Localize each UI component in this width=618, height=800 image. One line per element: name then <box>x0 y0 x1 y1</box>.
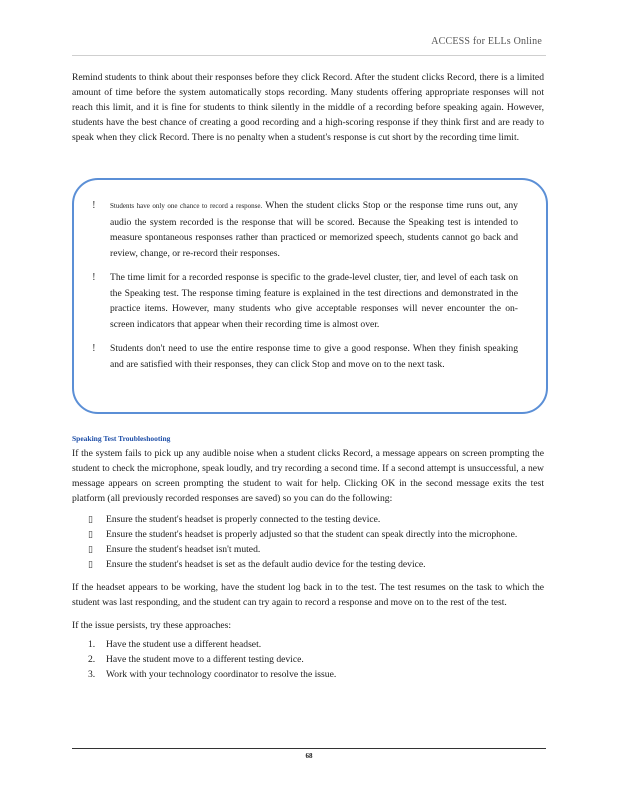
checklist-item <box>72 542 544 557</box>
callout-item-body: Students don't need to use the entire response time to give a good response. When they finish speaking and are satisfied with their responses, they can click Stop and move on to the next task. <box>110 343 518 370</box>
intro-paragraph: Remind students to think about their responses before they click Record. After the student clicks Record, there is a limited amount of time before the system automatically stops recording. Many students offering appropriate responses will not reach this limit, and it is fine for students to think silently in the middle of a recording before speaking again. However, students have the best chance of creating a good recording and a high-scoring response if they think first and are ready to speak when they click Record. There is no penalty when a student's response is cut short by the recording time limit. <box>72 72 544 143</box>
header-divider <box>72 55 546 56</box>
step-text: Work with your technology coordinator to resolve the issue. <box>106 669 337 680</box>
step-item <box>72 637 544 652</box>
step-item <box>72 652 544 667</box>
checklist-item <box>72 512 544 527</box>
callout-item <box>92 198 518 261</box>
exclamation-icon: ! <box>92 271 96 283</box>
checkbox-icon: ▯ <box>88 529 93 539</box>
exclamation-icon: ! <box>92 199 96 211</box>
callout-item <box>92 270 518 332</box>
persists-paragraph: If the issue persists, try these approaches: <box>72 620 232 631</box>
troubleshooting-paragraph: If the system fails to pick up any audible noise when a student clicks Record, a message appears on screen prompting the student to check the microphone, speak loudly, and try recording a second time. If a second attempt is unsuccessful, a new message appears on screen prompting the student to wait for help. Clicking OK in the second message exits the test platform (all previously recorded responses are saved) so you can do the following: <box>72 448 544 504</box>
callout-items <box>92 198 518 381</box>
step-number: 2. <box>88 654 96 665</box>
callout-item-body: When the student clicks Stop or the response time runs out, any audio the system recorded is the response that will be scored. Because the Speaking test is intended to measure spontaneous responses rather than practiced or memorized speech, students cannot go back and review, change, or re-record their responses. <box>110 200 518 259</box>
checklist-item <box>72 527 544 542</box>
checklist-item-text: Ensure the student's headset is properly adjusted so that the student can speak directly into the microphone. <box>106 529 518 540</box>
checklist-item <box>72 557 544 572</box>
step-text: Have the student move to a different testing device. <box>106 654 304 665</box>
numbered-steps <box>72 637 544 682</box>
callout-item-lead: Students have only one chance to record a response. <box>110 202 263 210</box>
step-item <box>72 667 544 682</box>
checklist <box>72 512 544 572</box>
checkbox-icon: ▯ <box>88 559 93 569</box>
footer-divider <box>72 748 546 749</box>
intro-section <box>72 70 544 145</box>
exclamation-icon: ! <box>92 342 96 354</box>
running-header: ACCESS for ELLs Online <box>431 36 542 47</box>
step-number: 1. <box>88 639 96 650</box>
checklist-item-text: Ensure the student's headset is properly connected to the testing device. <box>106 514 381 525</box>
troubleshooting-section <box>72 434 544 682</box>
important-notes-callout <box>72 178 548 414</box>
callout-item-text <box>110 198 518 261</box>
checkbox-icon: ▯ <box>88 544 93 554</box>
retry-paragraph: If the headset appears to be working, have the student log back in to the test. The test resumes on the task to which the student was last responding, and the student can try again to record a response and move on to the rest of the test. <box>72 582 544 608</box>
checklist-item-text: Ensure the student's headset isn't muted. <box>106 544 261 555</box>
callout-item <box>92 341 518 372</box>
page-number: 68 <box>305 752 313 760</box>
section-heading: Speaking Test Troubleshooting <box>72 434 171 443</box>
step-number: 3. <box>88 669 96 680</box>
callout-item-body: The time limit for a recorded response is specific to the grade-level cluster, tier, and level of each task on the Speaking test. The response timing feature is explained in the test directions and demonstrated in the practice items. However, many students who give acceptable responses will never encounter the on-screen indicators that appear when their recording time is almost over. <box>110 272 518 330</box>
step-text: Have the student use a different headset. <box>106 639 262 650</box>
checkbox-icon: ▯ <box>88 514 93 524</box>
checklist-item-text: Ensure the student's headset is set as the default audio device for the testing device. <box>106 559 426 570</box>
